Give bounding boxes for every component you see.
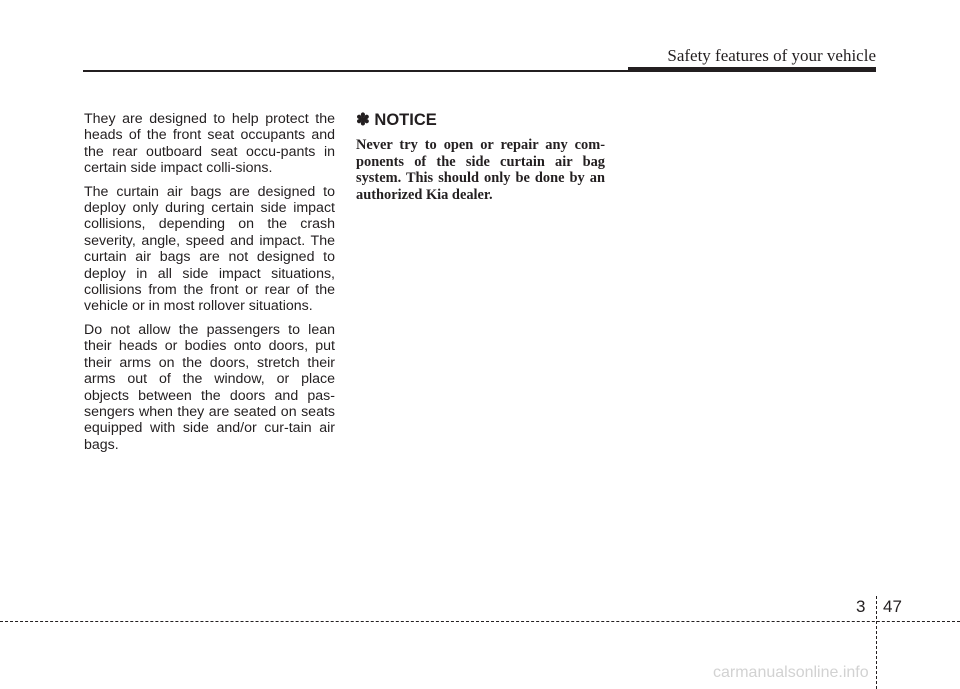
notice-box xyxy=(356,110,605,203)
body-paragraph: Do not allow the passengers to lean their heads or bodies onto doors, put their arms on the doors, stretch their arms out of the window, or place objects between the doors and pas-sengers when they are seated on seats equipped with side and/or cur-tain air bags. xyxy=(84,321,335,453)
footer-page-divider xyxy=(876,596,877,689)
page-number: 47 xyxy=(883,597,902,616)
body-paragraph: The curtain air bags are designed to deploy only during certain side impact collisions, depending on the crash severity, angle, speed and impact. The curtain air bags are not designed to deploy in all side impact situations, collisions from the front or rear of the vehicle or in most rollover situations. xyxy=(84,183,335,315)
notice-body: Never try to open or repair any com-ponents of the side curtain air bag system. This should only be done by an authorized Kia dealer. xyxy=(356,137,605,203)
body-text-column xyxy=(84,111,335,460)
header-rule xyxy=(83,70,629,72)
watermark: carmanualsonline.info xyxy=(713,664,869,681)
header-rule-accent xyxy=(628,67,876,72)
chapter-number: 3 xyxy=(856,597,866,616)
section-header-title: Safety features of your vehicle xyxy=(667,46,876,65)
footer-divider xyxy=(0,621,960,622)
notice-title: ✽ NOTICE xyxy=(356,111,437,129)
body-paragraph: They are designed to help protect the heads of the front seat occupants and the rear outboard seat occu-pants in certain side impact colli-sions. xyxy=(84,111,335,177)
